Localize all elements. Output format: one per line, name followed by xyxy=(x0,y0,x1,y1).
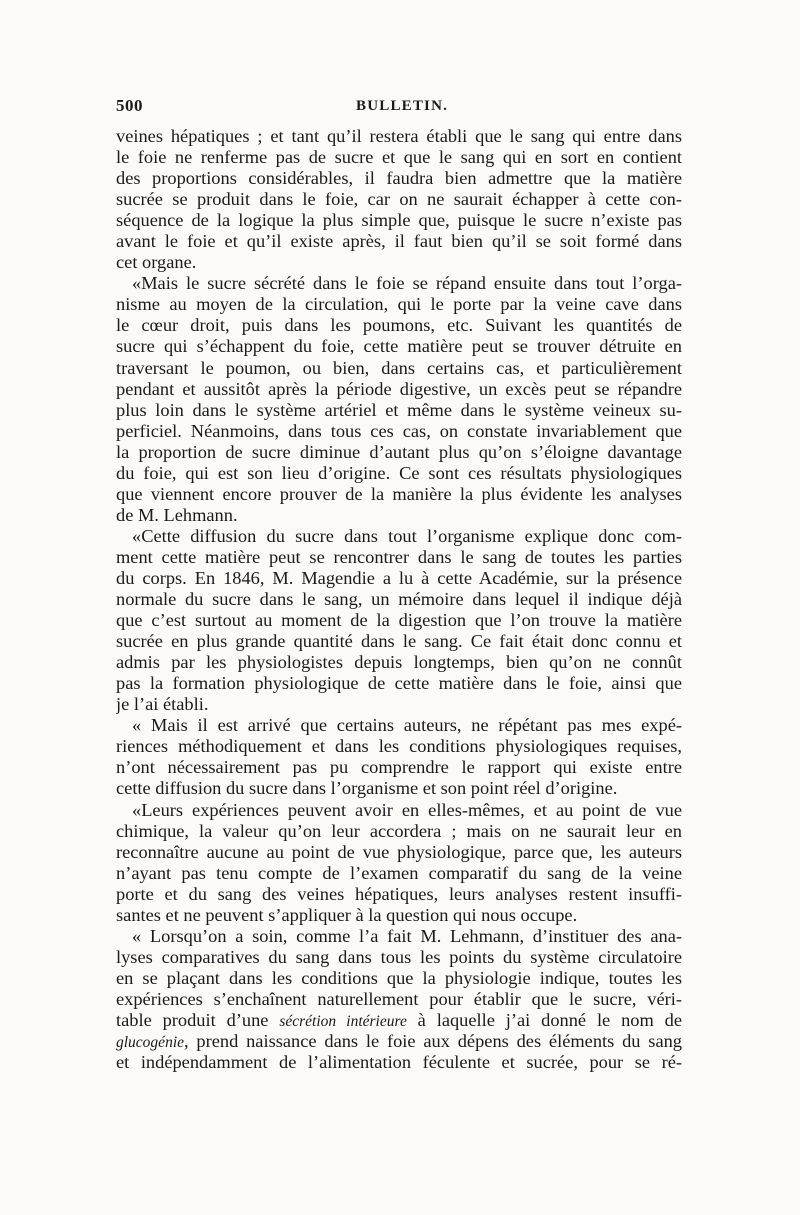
text-line: et indépendamment de l’alimentation féculente et sucrée, pour se ré- xyxy=(116,1052,682,1073)
text-line: je l’ai établi. xyxy=(116,694,209,715)
text-line: avant le foie et qu’il existe après, il faut bien qu’il se soit formé dans xyxy=(116,231,682,252)
page-header xyxy=(116,96,682,126)
text-line: admis par les physiologistes depuis longtemps, bien qu’on ne connût xyxy=(116,652,682,673)
text-line: expériences s’enchaînent naturellement pour établir que le sucre, véri- xyxy=(116,988,682,1009)
text-line: du corps. En 1846, M. Magendie a lu à cette Académie, sur la présence xyxy=(116,567,682,588)
text-line: nisme au moyen de la circulation, qui le porte par la veine cave dans xyxy=(116,294,682,315)
text-line: «Leurs expériences peuvent avoir en elles-mêmes, et au point de vue xyxy=(132,799,682,820)
text-segment: à laquelle j’ai donné le nom de xyxy=(406,1009,682,1030)
text-line: sucrée se produit dans le foie, car on ne saurait échapper à cette con- xyxy=(116,189,682,210)
text-line: de M. Lehmann. xyxy=(116,504,238,525)
text-line: la proportion de sucre diminue d’autant plus qu’on s’éloigne davantage xyxy=(116,441,682,462)
italic-term: glucogénie xyxy=(116,1034,185,1052)
text-line: «Cette diffusion du sucre dans tout l’organisme explique donc com- xyxy=(132,525,682,546)
text-line: perficiel. Néanmoins, dans tous ces cas, on constate invariablement que xyxy=(116,420,682,441)
text-line: veines hépatiques ; et tant qu’il restera établi que le sang qui entre dans xyxy=(116,126,682,146)
text-line: en se plaçant dans les conditions que la physiologie indique, toutes les xyxy=(116,967,682,988)
text-line: lyses comparatives du sang dans tous les points du système circulatoire xyxy=(116,946,682,967)
text-line: pas la formation physiologique de cette matière dans le foie, ainsi que xyxy=(116,673,682,694)
text-line: n’ayant pas tenu compte de l’examen comparatif du sang de la veine xyxy=(116,862,682,883)
text-line: normale du sucre dans le sang, un mémoire dans lequel il indique déjà xyxy=(116,589,682,610)
book-page xyxy=(116,96,682,1073)
text-line: sucrée en plus grande quantité dans le sang. Ce fait était donc connu et xyxy=(116,631,682,652)
text-line: ment cette matière peut se rencontrer dans le sang de toutes les parties xyxy=(116,546,682,567)
text-line: n’ont nécessairement pas pu comprendre le rapport qui existe entre xyxy=(116,757,682,778)
text-line: santes et ne peuvent s’appliquer à la question qui nous occupe. xyxy=(116,904,578,925)
text-line: séquence de la logique la plus simple que, puisque le sucre n’existe pas xyxy=(116,210,682,231)
text-line: pendant et aussitôt après la période digestive, un excès peut se répandre xyxy=(116,378,682,399)
italic-term: sécrétion intérieure xyxy=(279,1012,407,1030)
text-line: que c’est surtout au moment de la digestion que l’on trouve la matière xyxy=(116,610,682,631)
text-line: «Mais le sucre sécrété dans le foie se répand ensuite dans tout l’orga- xyxy=(132,273,682,294)
text-line: reconnaître aucune au point de vue physiologique, parce que, les auteurs xyxy=(116,841,682,862)
text-line: du foie, qui est son lieu d’origine. Ce sont ces résultats physiologiques xyxy=(116,462,682,483)
text-line: riences méthodiquement et dans les conditions physiologiques requises, xyxy=(116,736,682,757)
text-line: sucre qui s’échappent du foie, cette matière peut se trouver détruite en xyxy=(116,336,682,357)
text-line: « Lorsqu’on a soin, comme l’a fait M. Lehmann, d’instituer des ana- xyxy=(132,925,682,946)
text-line: traversant le poumon, ou bien, dans certains cas, et particulièrement xyxy=(116,357,682,378)
text-line: cette diffusion du sucre dans l’organisme et son point réel d’origine. xyxy=(116,778,618,799)
text-line: cet organe. xyxy=(116,252,197,273)
text-line: porte et du sang des veines hépatiques, leurs analyses restent insuffi- xyxy=(116,883,682,904)
body-text xyxy=(116,126,682,1073)
text-line xyxy=(116,1010,682,1031)
text-line: chimique, la valeur qu’on leur accordera ; mais on ne saurait leur en xyxy=(116,820,682,841)
running-head: BULLETIN. xyxy=(356,98,449,114)
text-line: des proportions considérables, il faudra bien admettre que la matière xyxy=(116,168,682,189)
text-line xyxy=(116,1031,682,1052)
text-segment: , prend naissance dans le foie aux dépens des éléments du sang xyxy=(184,1031,682,1052)
text-line: le cœur droit, puis dans les poumons, etc. Suivant les quantités de xyxy=(116,315,682,336)
text-segment: table produit d’une xyxy=(116,1009,280,1030)
text-line: le foie ne renferme pas de sucre et que le sang qui en sort en contient xyxy=(116,147,682,168)
text-line: plus loin dans le système artériel et même dans le système veineux su- xyxy=(116,399,682,420)
text-line: « Mais il est arrivé que certains auteurs, ne répétant pas mes expé- xyxy=(132,715,682,736)
page-number: 500 xyxy=(116,96,143,115)
text-line: que viennent encore prouver de la manière la plus évidente les analyses xyxy=(116,483,682,504)
